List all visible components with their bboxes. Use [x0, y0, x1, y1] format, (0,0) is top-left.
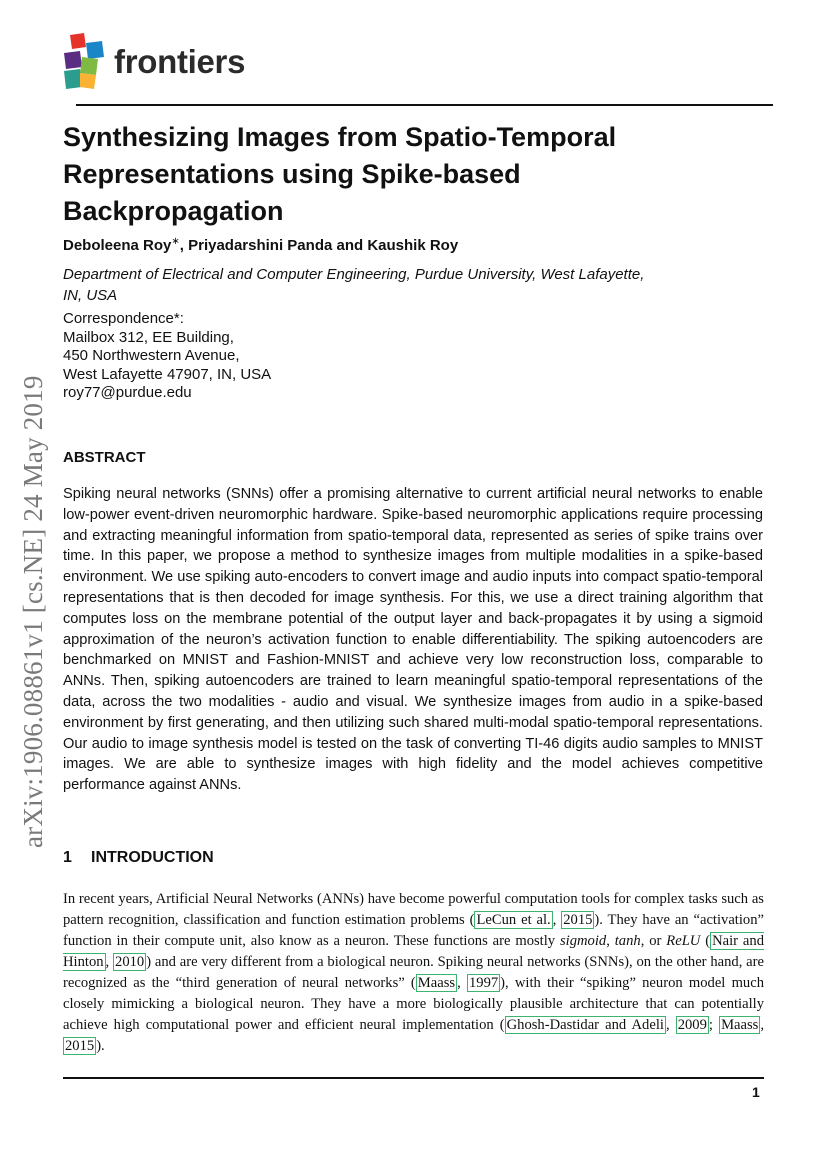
- abstract-heading: ABSTRACT: [63, 449, 146, 466]
- citation-link[interactable]: Nair and Hinton: [63, 933, 765, 970]
- citation-link[interactable]: Maass: [417, 975, 456, 991]
- intro-text: ).: [96, 1038, 105, 1054]
- citation-link[interactable]: Ghosh-Dastidar and Adeli: [506, 1017, 664, 1033]
- correspondence-address-line: Mailbox 312, EE Building,: [63, 328, 234, 346]
- arxiv-stamp: arXiv:1906.08861v1 [cs.NE] 24 May 2019: [18, 375, 48, 848]
- intro-text: In recent years, Artificial Neural Networks (ANNs) have become powerful computation tools for complex tasks such as pattern recognition, classification and function estimation problems (: [63, 891, 764, 928]
- first-author: Deboleena Roy: [63, 237, 172, 254]
- intro-text: , or: [640, 933, 667, 949]
- corresponding-author-mark: ∗: [171, 236, 180, 247]
- intro-text: ) and are very different from a biological neuron. Spiking neural networks (SNNs), on the other hand, are recognized as the “third generation of neural networks” (: [63, 954, 764, 991]
- affiliation: Department of Electrical and Computer Engineering, Purdue University, West Lafayette, IN, USA: [63, 266, 645, 304]
- frontiers-logo-icon: [62, 33, 112, 91]
- intro-text: ,: [760, 1017, 765, 1033]
- intro-text: ). They have an “activation” function in their compute unit, also know as a neuron. These functions are mostly: [63, 912, 764, 949]
- intro-text: (: [700, 933, 711, 949]
- citation-link[interactable]: 2015: [563, 912, 593, 928]
- intro-text: ,: [457, 975, 467, 991]
- function-name: sigmoid: [559, 933, 607, 949]
- citation-link[interactable]: 2009: [677, 1017, 707, 1033]
- citation-link[interactable]: 2010: [115, 954, 145, 970]
- citation-link[interactable]: 2015: [65, 1038, 95, 1054]
- correspondence-block: [63, 310, 271, 403]
- intro-text: ;: [708, 1017, 720, 1033]
- footer-rule: [63, 1077, 764, 1079]
- correspondence-email[interactable]: roy77@purdue.edu: [63, 384, 192, 401]
- intro-text: ,: [665, 1017, 676, 1033]
- other-authors: , Priyadarshini Panda and Kaushik Roy: [179, 237, 459, 254]
- intro-text: ,: [105, 954, 114, 970]
- section-number: 1: [63, 849, 72, 866]
- citation-link[interactable]: 1997: [468, 975, 499, 991]
- page-number: 1: [752, 1084, 760, 1100]
- function-name: tanh: [614, 933, 641, 949]
- header-rule: [76, 104, 773, 106]
- correspondence-address-line: 450 Northwestern Avenue,: [63, 347, 240, 364]
- paper-title: Synthesizing Images from Spatio-Temporal Representations using Spike-based Backpropagation: [63, 122, 617, 226]
- intro-text: ), with their “spiking” neuron model much closely mimicking a biological neuron. They have a more biologically plausible architecture that can potentially achieve high computational power and efficient neural implementation (: [63, 975, 764, 1033]
- section-title: INTRODUCTION: [91, 849, 214, 866]
- function-name: ReLU: [666, 933, 701, 949]
- citation-link[interactable]: Maass: [721, 1017, 759, 1033]
- intro-text: ,: [606, 933, 615, 949]
- correspondence-address-line: West Lafayette 47907, IN, USA: [63, 365, 272, 383]
- section-heading: [63, 849, 214, 867]
- correspondence-label: Correspondence*:: [63, 310, 184, 327]
- citation-link[interactable]: LeCun et al.: [476, 912, 551, 928]
- author-list: [63, 236, 458, 254]
- intro-text: ,: [552, 912, 562, 928]
- logo-wordmark: frontiers: [114, 43, 246, 80]
- abstract-text: Spiking neural networks (SNNs) offer a promising alternative to current artificial neural networks to enable low-power event-driven neuromorphic hardware. Spike-based neuromorphic applications require processing and extracting meaningful information from spatio-temporal data, represented as series of spike trains over time. In this paper, we propose a method to synthesize images from multiple modalities in a spike-based environment. We use spiking auto-encoders to convert image and audio inputs into compact spatio-temporal representations that is then decoded for image synthesis. For this, we use a direct training algorithm that computes loss on the membrane potential of the output layer and back-propagates it by using a sigmoid approximation of the neuron’s activation function to enable differentiability. The spiking autoencoders are benchmarked on MNIST and Fashion-MNIST and achieve very low reconstruction loss, comparable to ANNs. Then, spiking autoencoders are trained to learn meaningful spatio-temporal representations of the data, across the two modalities - audio and visual. We synthesize images from audio in a spike-based environment by first generating, and then utilizing such shared multi-modal spatio-temporal representations. Our audio to image synthesis model is tested on the task of converting TI-46 digits audio samples to MNIST images. We are able to synthesize images with high fidelity and the model achieves competitive performance against ANNs.: [63, 486, 763, 794]
- introduction-paragraph: [63, 889, 764, 1057]
